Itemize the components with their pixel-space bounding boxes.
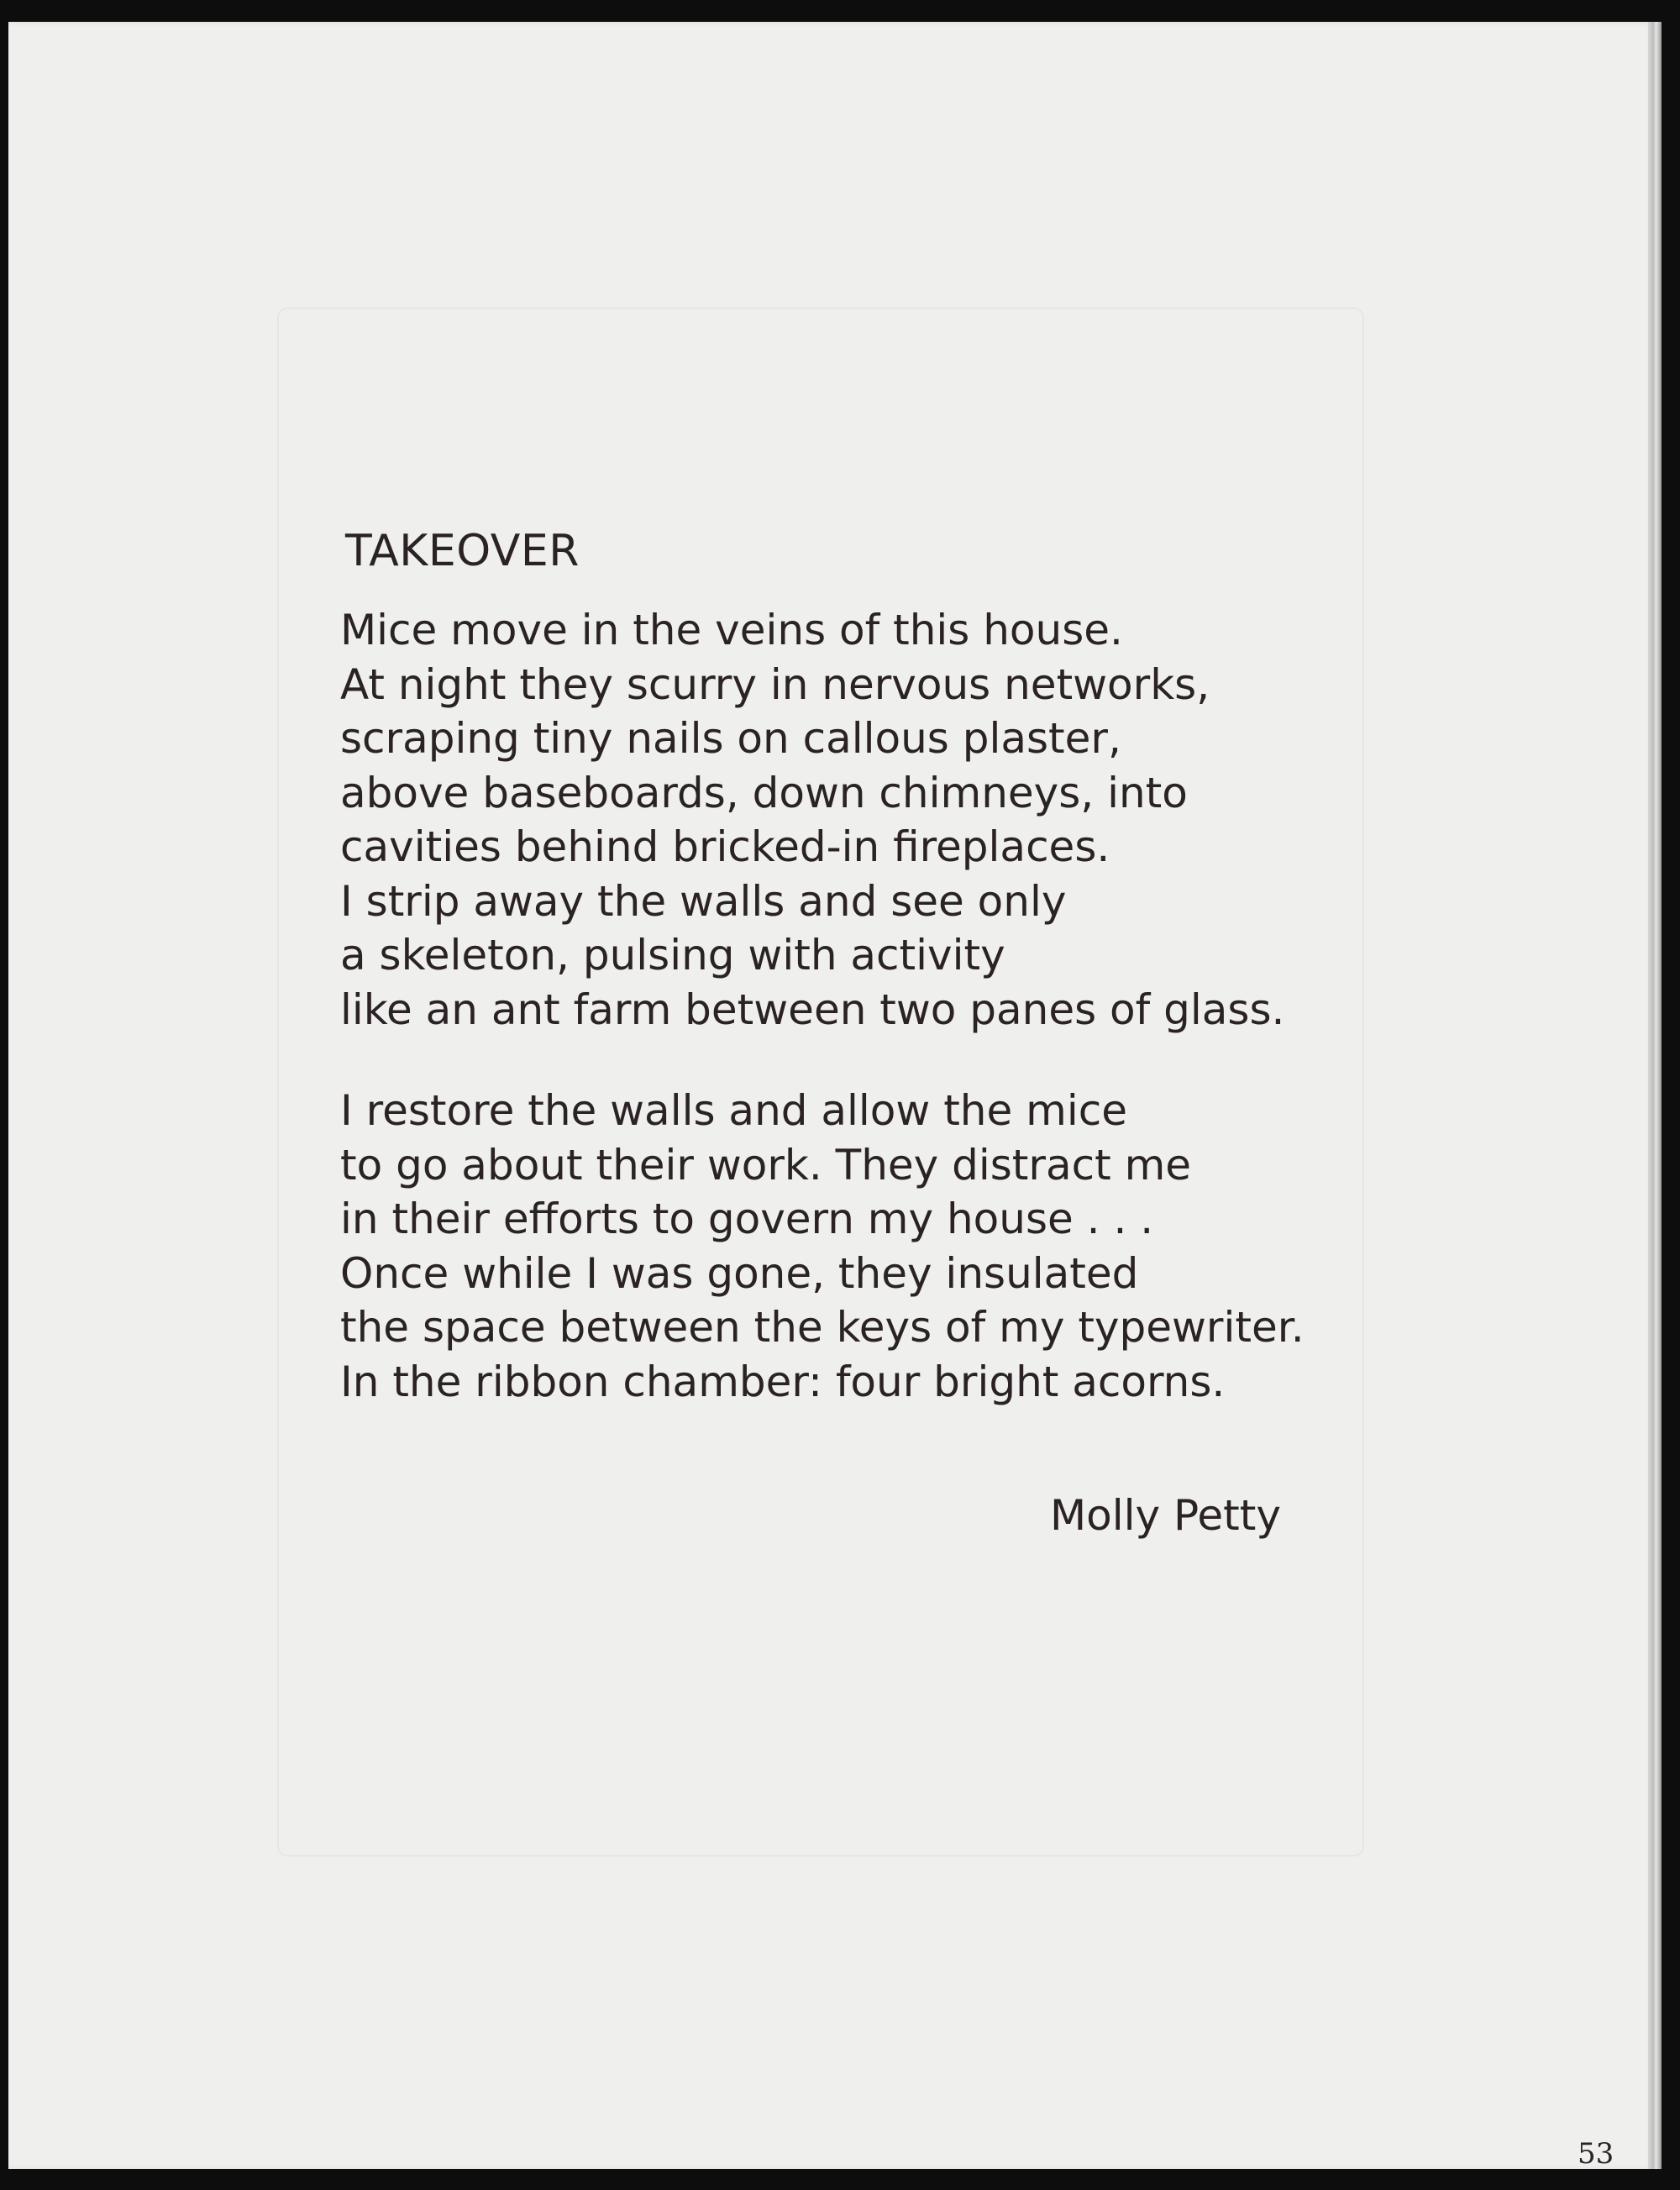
poem-line: in their efforts to govern my house . . . — [340, 1195, 1154, 1243]
poem-title: TAKEOVER — [345, 526, 580, 576]
poem-line: a skeleton, pulsing with activity — [340, 931, 1005, 979]
poem-line: In the ribbon chamber: four bright acorns. — [340, 1357, 1226, 1406]
poem-line: Once while I was gone, they insulated — [340, 1248, 1139, 1298]
poem-line: At night they scurry in nervous networks, — [340, 659, 1210, 709]
poem-line: above baseboards, down chimneys, into — [340, 768, 1188, 817]
poem-line: cavities behind bricked-in fireplaces. — [340, 822, 1110, 871]
poem-line: I strip away the walls and see only — [340, 876, 1067, 926]
page-number: 53 — [1578, 2137, 1614, 2171]
stanza-2 — [340, 1084, 1348, 1409]
poem-line: like an ant farm between two panes of glass. — [340, 985, 1285, 1034]
poem-line: the space between the keys of my typewriter. — [340, 1303, 1305, 1352]
stanza-1 — [340, 603, 1348, 1037]
page-edge — [1648, 22, 1662, 2169]
poem — [340, 523, 1348, 1456]
poem-line: Mice move in the veins of this house. — [340, 606, 1123, 654]
poem-line: scraping tiny nails on callous plaster, — [340, 714, 1121, 763]
poem-author: Molly Petty — [1050, 1491, 1281, 1540]
poem-line: I restore the walls and allow the mice — [340, 1086, 1127, 1135]
poem-line: to go about their work. They distract me — [340, 1140, 1192, 1190]
book-page — [8, 22, 1656, 2169]
